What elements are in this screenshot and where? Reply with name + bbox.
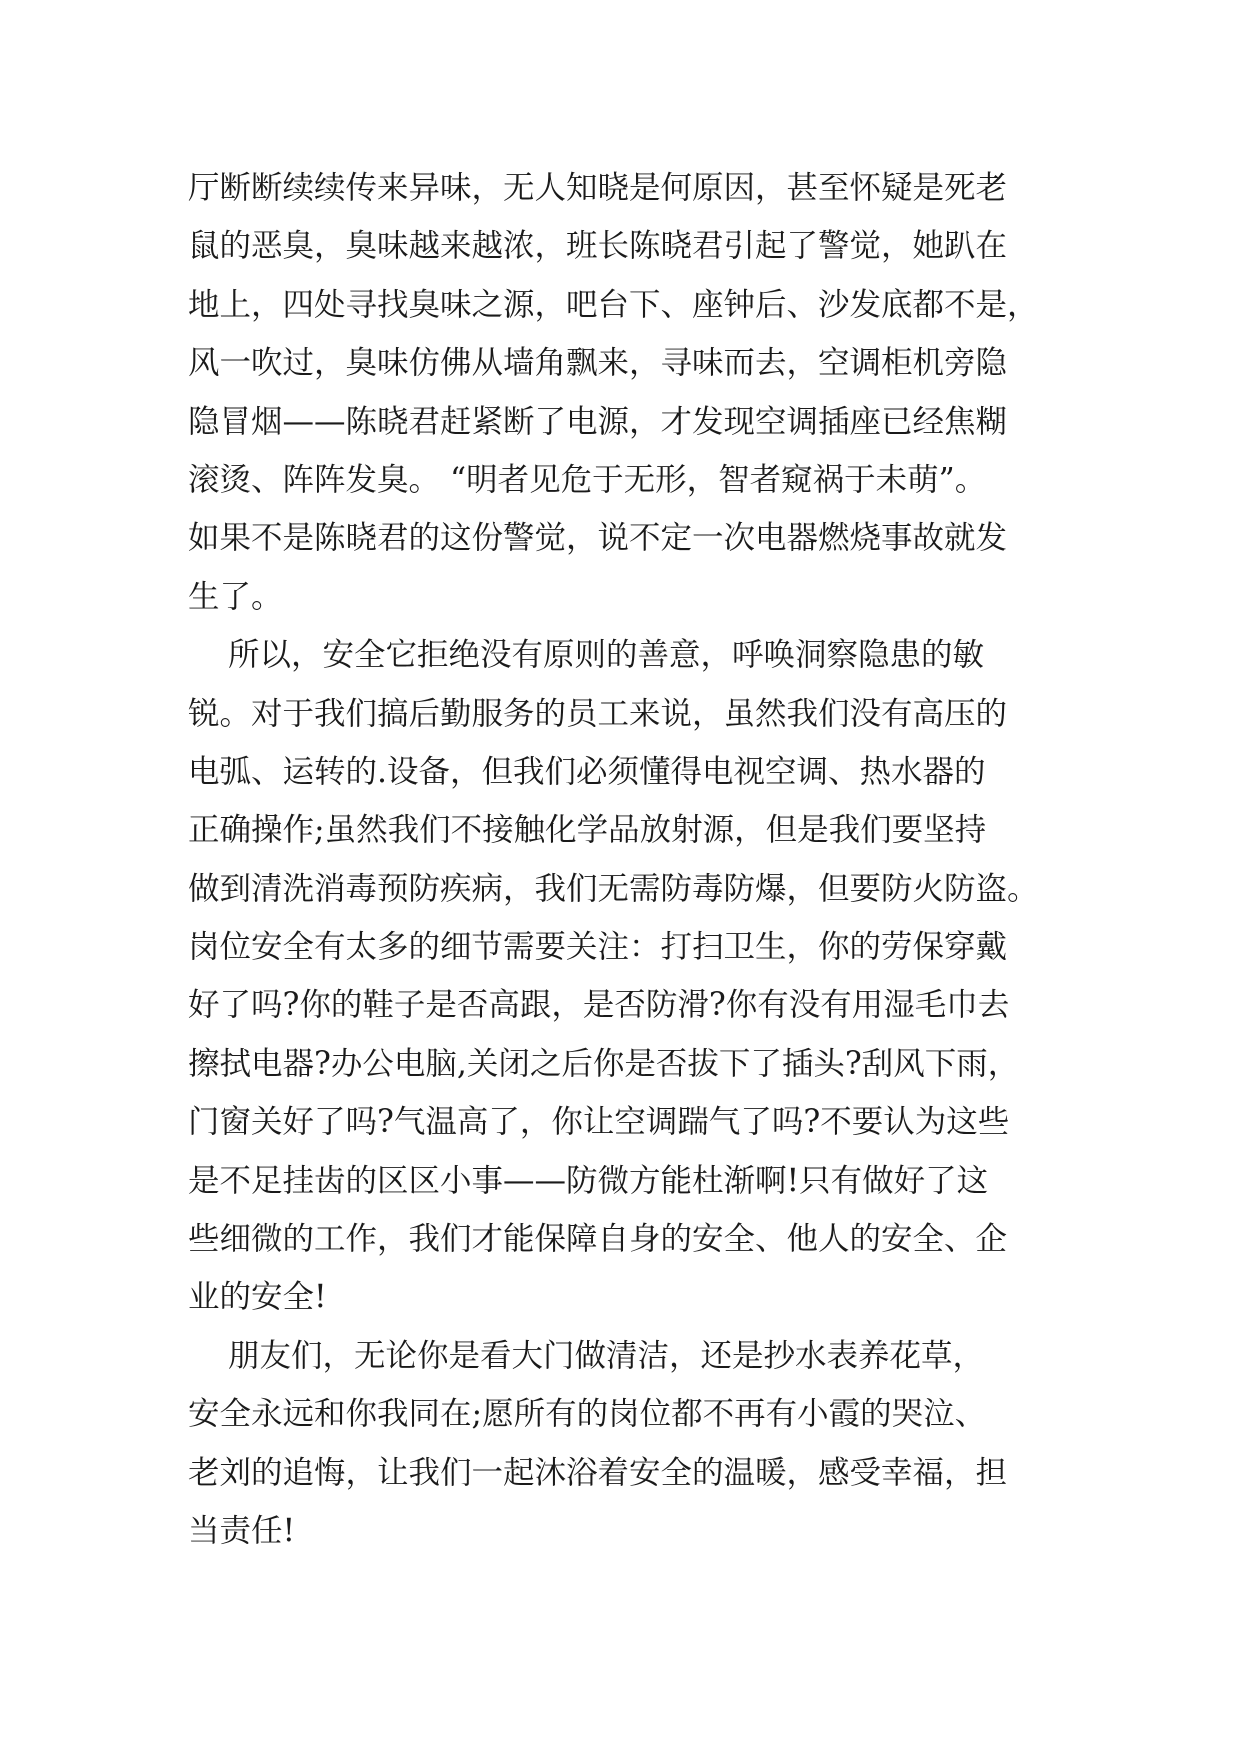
text-line: 些细微的工作，我们才能保障自身的安全、他人的安全、企 bbox=[188, 1221, 1008, 1258]
paragraph-start-line: 朋友们，无论你是看大门做清洁，还是抄水表养花草， bbox=[188, 1337, 985, 1374]
text-line: 电弧、运转的.设备，但我们必须懂得电视空调、热水器的 bbox=[188, 753, 986, 790]
text-line: 安全永远和你我同在;愿所有的岗位都不再有小霞的哭泣、 bbox=[188, 1396, 987, 1433]
text-line: 业的安全! bbox=[188, 1279, 327, 1316]
text-line: 鼠的恶臭，臭味越来越浓，班长陈晓君引起了警觉，她趴在 bbox=[188, 228, 1008, 265]
body-text bbox=[188, 159, 1068, 1560]
paragraph-start-line: 所以，安全它拒绝没有原则的善意，呼唤洞察隐患的敏 bbox=[188, 637, 985, 674]
text-line: 正确操作;虽然我们不接触化学品放射源，但是我们要坚持 bbox=[188, 812, 987, 849]
text-line: 生了。 bbox=[188, 578, 283, 615]
text-line: 老刘的追悔，让我们一起沐浴着安全的温暖，感受幸福，担 bbox=[188, 1454, 1008, 1491]
text-line: 风一吹过，臭味仿佛从墙角飘来，寻味而去，空调柜机旁隐 bbox=[188, 345, 1008, 382]
text-line: 擦拭电器?办公电脑,关闭之后你是否拔下了插头?刮风下雨， bbox=[188, 1045, 1020, 1082]
text-line: 如果不是陈晓君的这份警觉，说不定一次电器燃烧事故就发 bbox=[188, 520, 1008, 557]
text-line: 锐。对于我们搞后勤服务的员工来说，虽然我们没有高压的 bbox=[188, 695, 1008, 732]
text-line: 当责任! bbox=[188, 1512, 296, 1549]
text-line: 滚烫、阵阵发臭。 “明者见危于无形，智者窥祸于未萌”。 bbox=[188, 461, 987, 498]
text-line: 做到清洗消毒预防疾病，我们无需防毒防爆，但要防火防盗。 bbox=[188, 870, 1039, 907]
text-line: 地上，四处寻找臭味之源，吧台下、座钟后、沙发底都不是， bbox=[188, 286, 1039, 323]
text-line: 好了吗?你的鞋子是否高跟，是否防滑?你有没有用湿毛巾去 bbox=[188, 987, 1010, 1024]
text-line: 岗位安全有太多的细节需要关注：打扫卫生，你的劳保穿戴 bbox=[188, 929, 1008, 966]
text-line: 是不足挂齿的区区小事——防微方能杜渐啊!只有做好了这 bbox=[188, 1162, 989, 1199]
text-line: 门窗关好了吗?气温高了，你让空调踹气了吗?不要认为这些 bbox=[188, 1104, 1010, 1141]
text-line: 隐冒烟——陈晓君赶紧断了电源，才发现空调插座已经焦糊 bbox=[188, 403, 1008, 440]
text-line: 厅断断续续传来异味，无人知晓是何原因，甚至怀疑是死老 bbox=[188, 170, 1008, 206]
